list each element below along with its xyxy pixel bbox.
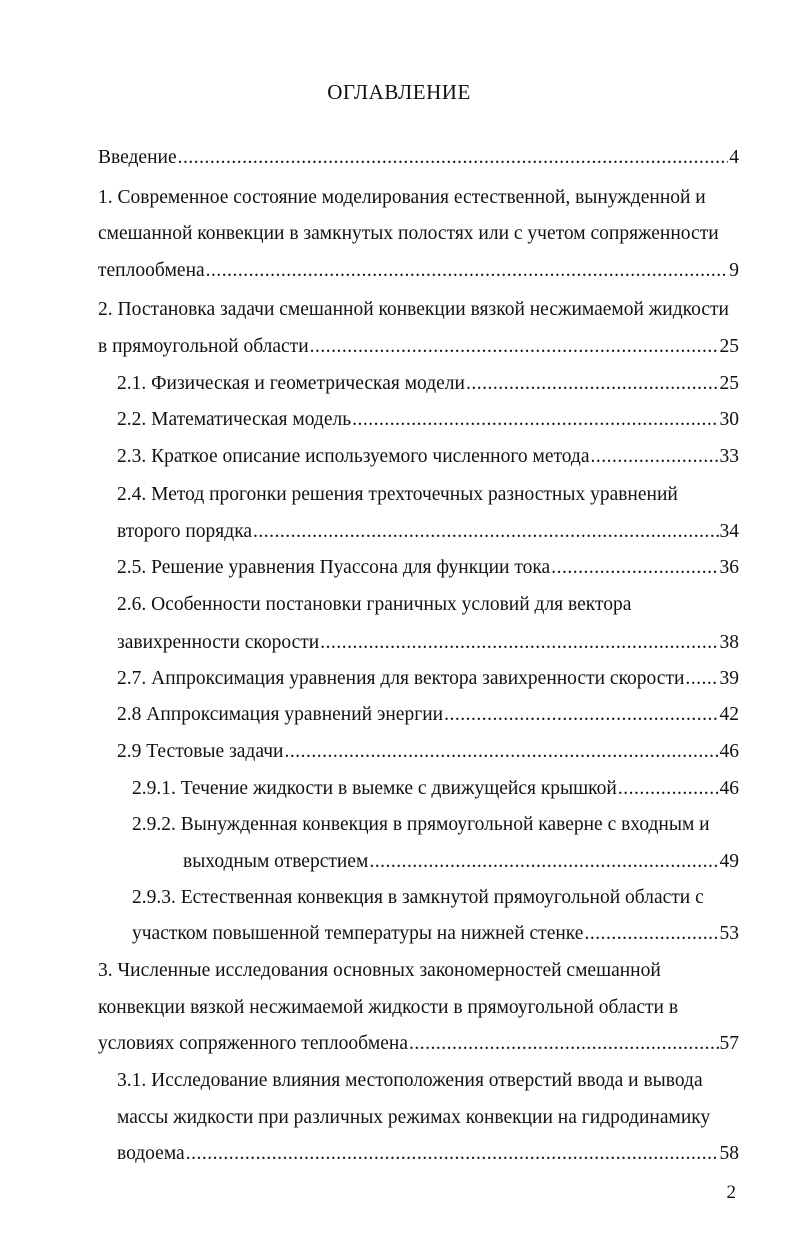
toc-entry-text: 2.9 Тестовые задачи xyxy=(117,741,284,762)
toc-entry xyxy=(117,445,739,469)
toc-leader-dots xyxy=(444,703,718,727)
toc-entry xyxy=(132,922,739,946)
toc-entry xyxy=(117,483,678,507)
toc-entry-page: 38 xyxy=(719,632,739,653)
toc-entry-text: 2.9.2. Вынужденная конвекция в прямоугольной каверне с входным и xyxy=(132,814,710,835)
toc-leader-dots xyxy=(618,777,719,801)
toc-entry-page: 49 xyxy=(719,851,739,872)
toc-entry xyxy=(117,667,739,691)
toc-leader-dots xyxy=(320,631,718,655)
toc-entry-text: массы жидкости при различных режимах конвекции на гидродинамику xyxy=(117,1107,711,1128)
toc-entry-page: 34 xyxy=(719,521,739,542)
toc-entry-page: 25 xyxy=(719,336,739,357)
toc-entry-text: Введение xyxy=(98,147,177,168)
toc-entry xyxy=(117,372,739,396)
toc-entry-text: 2.5. Решение уравнения Пуассона для функции тока xyxy=(117,557,551,578)
page-title: ОГЛАВЛЕНИЕ xyxy=(327,80,471,104)
toc-entry-page: 58 xyxy=(719,1143,739,1164)
toc-entry xyxy=(98,1032,739,1056)
toc-entry-text: второго порядка xyxy=(117,521,253,542)
toc-entry-page: 36 xyxy=(719,557,739,578)
toc-leader-dots xyxy=(352,408,718,432)
toc-entry xyxy=(117,593,631,617)
toc-entry xyxy=(132,886,704,910)
toc-entry-page: 25 xyxy=(719,373,739,394)
toc-entry-text: 3. Численные исследования основных закономерностей смешанной xyxy=(98,960,661,981)
toc-entry-text: участком повышенной температуры на нижней стенке xyxy=(132,923,584,944)
toc-entry-page: 46 xyxy=(719,741,739,762)
toc-entry xyxy=(132,777,739,801)
toc-entry xyxy=(98,959,661,983)
toc-entry-text: 2.6. Особенности постановки граничных условий для вектора xyxy=(117,594,632,615)
toc-entry-text: в прямоугольной области xyxy=(98,336,309,357)
toc-entry xyxy=(117,1106,710,1130)
toc-entry xyxy=(98,186,706,210)
toc-leader-dots xyxy=(310,335,719,359)
toc-entry-text: 2.4. Метод прогонки решения трехточечных разностных уравнений xyxy=(117,484,678,505)
toc-leader-dots xyxy=(369,850,718,874)
toc-entry-text: конвекции вязкой несжимаемой жидкости в прямоугольной области в xyxy=(98,997,679,1018)
toc-entry-text: выходным отверстием xyxy=(183,851,369,872)
toc-entry-text: условиях сопряженного теплообмена xyxy=(98,1033,408,1054)
toc-entry xyxy=(117,740,739,764)
toc-entry xyxy=(117,520,739,544)
toc-entry-text: 2.8 Аппроксимация уравнений энергии xyxy=(117,704,444,725)
toc-leader-dots xyxy=(186,1142,719,1166)
toc-entry-page: 53 xyxy=(719,923,739,944)
toc-leader-dots xyxy=(253,520,718,544)
toc-leader-dots xyxy=(178,146,729,170)
toc-entry xyxy=(98,222,719,246)
toc-entry xyxy=(98,335,739,359)
toc-entry xyxy=(98,259,739,283)
toc-leader-dots xyxy=(466,372,719,396)
toc-entry-text: 2.7. Аппроксимация уравнения для вектора завихренности скорости xyxy=(117,668,685,689)
toc-entry-text: 2.2. Математическая модель xyxy=(117,409,352,430)
toc-entry xyxy=(98,996,678,1020)
toc-entry-page: 42 xyxy=(719,704,739,725)
toc-entry xyxy=(117,408,739,432)
toc-entry-page: 9 xyxy=(729,260,739,281)
toc-entry-text: 2.3. Краткое описание используемого численного метода xyxy=(117,446,590,467)
toc-leader-dots xyxy=(409,1032,719,1056)
toc-entry-page: 30 xyxy=(719,409,739,430)
toc-leader-dots xyxy=(206,259,729,283)
toc-entry-text: 1. Современное состояние моделирования естественной, вынужденной и xyxy=(98,187,706,208)
toc-entry-text: водоема xyxy=(117,1143,185,1164)
toc-leader-dots xyxy=(685,667,718,691)
toc-entry xyxy=(132,813,710,837)
toc-leader-dots xyxy=(591,445,719,469)
toc-entry xyxy=(117,556,739,580)
toc-entry-text: 2. Постановка задачи смешанной конвекции вязкой несжимаемой жидкости xyxy=(98,299,729,320)
toc-entry-page: 39 xyxy=(719,668,739,689)
toc-leader-dots xyxy=(584,922,718,946)
toc-entry-text: 2.1. Физическая и геометрическая модели xyxy=(117,373,465,394)
page-number: 2 xyxy=(726,1182,736,1203)
toc-entry xyxy=(117,631,739,655)
toc-entry xyxy=(117,1142,739,1166)
toc-entry-text: 3.1. Исследование влияния местоположения отверстий ввода и вывода xyxy=(117,1070,703,1091)
toc-entry-text: 2.9.3. Естественная конвекция в замкнутой прямоугольной области с xyxy=(132,887,704,908)
toc-entry xyxy=(98,146,739,170)
toc-entry-text: смешанной конвекции в замкнутых полостях или с учетом сопряженности xyxy=(98,223,719,244)
toc-entry xyxy=(183,850,739,874)
toc-entry-page: 33 xyxy=(719,446,739,467)
toc-entry-page: 57 xyxy=(719,1033,739,1054)
toc-leader-dots xyxy=(551,556,718,580)
toc-entry-page: 4 xyxy=(729,147,739,168)
toc-entry-text: 2.9.1. Течение жидкости в выемке с движущейся крышкой xyxy=(132,778,617,799)
toc-entry-text: завихренности скорости xyxy=(117,632,320,653)
toc-entry xyxy=(117,703,739,727)
toc-entry xyxy=(98,298,729,322)
toc-entry-page: 46 xyxy=(719,778,739,799)
toc-entry xyxy=(117,1069,703,1093)
toc-entry-text: теплообмена xyxy=(98,260,205,281)
toc-leader-dots xyxy=(284,740,718,764)
